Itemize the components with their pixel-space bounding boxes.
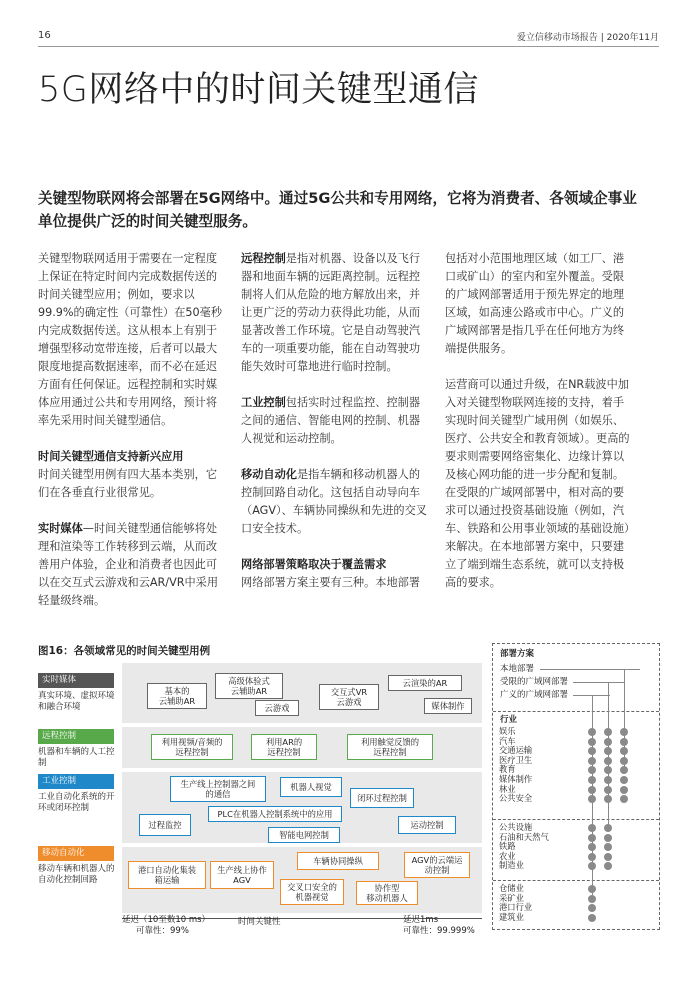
- legend-dot: [588, 786, 596, 794]
- legend-dot: [588, 757, 596, 765]
- industry-group-2: 公共设施 石油和天然气 铁路 农业 制造业: [499, 822, 549, 871]
- paragraph: 运营商可以通过升级，在NR载波中加入对关键型物联网连接的支持，着手实现时间关键型广域用例（如娱乐、医疗、公共安全和教育领域）。更高的要求则需要网络密集化、边缘计算以及核心网功能的进一步分配和复制。在受限的广域网部署中，相对高的要求可以通过投资基础设施（例如，汽车、铁路和公用事业领域的基础设施）来解决。在本地部署方案中，只要建立了端到端生态系统，就可以支持极高的要求。: [445, 378, 630, 589]
- legend-dot: [620, 728, 628, 736]
- category-media: [38, 673, 118, 713]
- usecase-box: 协作型 移动机器人: [356, 881, 418, 905]
- paragraph: 远程控制是指对机器、设备以及飞行器和地面车辆的远距离控制。远程控制将人们从危险的地方解放出来，并让更广泛的劳动力获得此功能，从而显著改善工作环境。它是自动驾驶汽车的一项重要功能，能在自动驾驶功能失效时可靠地进行临时控制。: [241, 252, 421, 373]
- category-tag: 移动自动化: [38, 846, 114, 861]
- usecase-box: 利用视频/音频的 远程控制: [151, 734, 233, 760]
- legend-title: 部署方案: [500, 649, 535, 659]
- usecase-box: 媒体制作: [424, 698, 472, 714]
- legend-dot: [604, 786, 612, 794]
- paragraph: 移动自动化是指车辆和移动机器人的控制回路自动化。这包括自动导向车（AGV）、车辆协同操纵和先进的交叉口安全技术。: [241, 468, 427, 535]
- lead-paragraph: 关键型物联网将会部署在5G网络中。通过5G公共和专用网络，它将为消费者、各领域企事业单位提供广泛的时间关键型服务。: [38, 190, 637, 230]
- text-column-3: [445, 250, 634, 592]
- connector-line: [540, 669, 640, 670]
- legend-dot: [620, 757, 628, 765]
- legend-item: 广义的广域网部署: [500, 690, 569, 700]
- usecase-box: 利用AR的 远程控制: [251, 734, 317, 760]
- legend-dot: [604, 853, 612, 861]
- subheading: 时间关键型通信支持新兴应用: [38, 450, 184, 463]
- usecase-box: 交叉口安全的 机器视觉: [280, 879, 344, 905]
- usecase-box: 云游戏: [255, 700, 299, 716]
- header-divider: [38, 46, 659, 47]
- usecase-box: 智能电网控制: [268, 827, 340, 843]
- legend-industry-title: 行业: [500, 715, 518, 725]
- usecase-box: AGV的云端运 动控制: [404, 852, 470, 878]
- usecase-box: 车辆协同操纵: [297, 852, 379, 870]
- legend-dot: [588, 895, 596, 903]
- paragraph: 实时媒体—时间关键型通信能够将处理和渲染等工作转移到云端，从而改善用户体验，企业和消费者也因此可以在交互式云游戏和云AR/VR中采用轻量级终端。: [38, 522, 219, 607]
- usecase-box: PLC在机器人控制系统中的应用: [208, 806, 342, 822]
- category-mobility: [38, 846, 118, 886]
- category-desc: 工业自动化系统的开环或闭环控制: [38, 792, 115, 813]
- axis-label-right: 延迟1ms 可靠性：99.999%: [403, 915, 475, 936]
- legend-dot: [620, 786, 628, 794]
- legend-dot: [588, 728, 596, 736]
- paragraph: 工业控制包括实时过程监控、控制器之间的通信、智能电网的控制、机器人视觉和运动控制。: [241, 396, 421, 445]
- industry-group-3: 仓储业 采矿业 港口行业 建筑业: [499, 883, 533, 922]
- usecase-box: 过程监控: [139, 814, 191, 836]
- legend-item: 受限的广域网部署: [500, 677, 569, 687]
- page-number: 16: [38, 30, 51, 41]
- legend-dot: [588, 834, 596, 842]
- usecase-box: 云渲染的AR: [388, 675, 462, 691]
- legend-dot: [604, 824, 612, 832]
- usecase-box: 港口自动化集装 箱运输: [128, 861, 206, 889]
- legend-dot: [588, 914, 596, 922]
- usecase-box: 运动控制: [398, 816, 456, 834]
- legend-dot: [604, 757, 612, 765]
- band-divider: [122, 843, 482, 847]
- legend-dot: [604, 738, 612, 746]
- paragraph: 网络部署方案主要有三种。本地部署: [241, 576, 421, 589]
- legend-dot: [604, 834, 612, 842]
- connector-line: [592, 695, 593, 696]
- band-divider: [122, 768, 482, 772]
- category-desc: 真实环境、虚拟环境和融合环境: [38, 691, 115, 712]
- category-desc: 移动车辆和机器人的自动化控制回路: [38, 864, 115, 885]
- report-title: 爱立信移动市场报告 | 2020年11月: [516, 33, 659, 43]
- usecase-box: 闭环过程控制: [350, 788, 414, 808]
- legend-item: 本地部署: [500, 664, 535, 674]
- band-divider: [122, 723, 482, 727]
- usecase-box: 利用触觉反馈的 远程控制: [347, 734, 433, 760]
- text-column-2: [241, 250, 430, 592]
- usecase-box: 高级体验式 云辅助AR: [215, 673, 283, 699]
- paragraph: 关键型物联网适用于需要在一定程度上保证在特定时间内完成数据传送的时间关键型应用；例如，要求以99.9%的确定性（可靠性）在50毫秒内完成数据传送。这从根本上有别于增强型移动宽带连接，后者可以最大限度地提高数据速率，而不必在延迟方面有任何保证。远程控制和实时媒体应用通过公共和专用网络，预计将率先采用时间关键型通信。: [38, 252, 223, 427]
- legend-dot: [620, 738, 628, 746]
- usecase-box: 机器人视觉: [280, 777, 342, 797]
- category-tag: 工业控制: [38, 774, 114, 789]
- legend-dot: [588, 776, 596, 784]
- usecase-box: 生产线上控制器之间 的通信: [170, 776, 266, 802]
- usecase-box: 交互式VR 云游戏: [319, 684, 379, 710]
- category-industrial: [38, 774, 118, 814]
- usecase-box: 基本的 云辅助AR: [147, 683, 207, 709]
- category-tag: 远程控制: [38, 729, 114, 744]
- category-desc: 机器和车辆的人工控制: [38, 747, 115, 768]
- category-remote: [38, 729, 118, 769]
- industry-group-1: 娱乐 汽车 交通运输 医疗卫生 教育 媒体制作 林业 公共安全: [499, 726, 533, 804]
- connector-line: [573, 682, 625, 683]
- axis-label-left: 延迟（10至数10 ms） 可靠性：99%: [122, 915, 211, 936]
- paragraph: 包括对小范围地理区域（如工厂、港口或矿山）的室内和室外覆盖。受限的广域网部署适用于预先界定的地理区域，如高速公路或市中心。广义的广域网部署是指几乎在任何地方为终端提供服务。: [445, 252, 625, 355]
- usecase-box: 生产线上协作 AGV: [210, 861, 274, 889]
- figure-title: 图16：各领域常见的时间关键型用例: [38, 645, 211, 657]
- legend-dot: [588, 853, 596, 861]
- legend-dot: [604, 728, 612, 736]
- page-title: 5G网络中的时间关键型通信: [38, 70, 479, 110]
- category-tag: 实时媒体: [38, 673, 114, 688]
- legend-dot: [588, 885, 596, 893]
- paragraph: 时间关键型用例有四大基本类别，它们在各垂直行业很常见。: [38, 468, 218, 499]
- legend-dot: [588, 824, 596, 832]
- legend-dot: [620, 776, 628, 784]
- subheading: 网络部署策略取决于覆盖需求: [241, 558, 387, 571]
- legend-dot: [588, 738, 596, 746]
- axis-label-middle: 时间关键性: [238, 917, 281, 927]
- text-column-1: [38, 250, 227, 610]
- legend-dot: [604, 776, 612, 784]
